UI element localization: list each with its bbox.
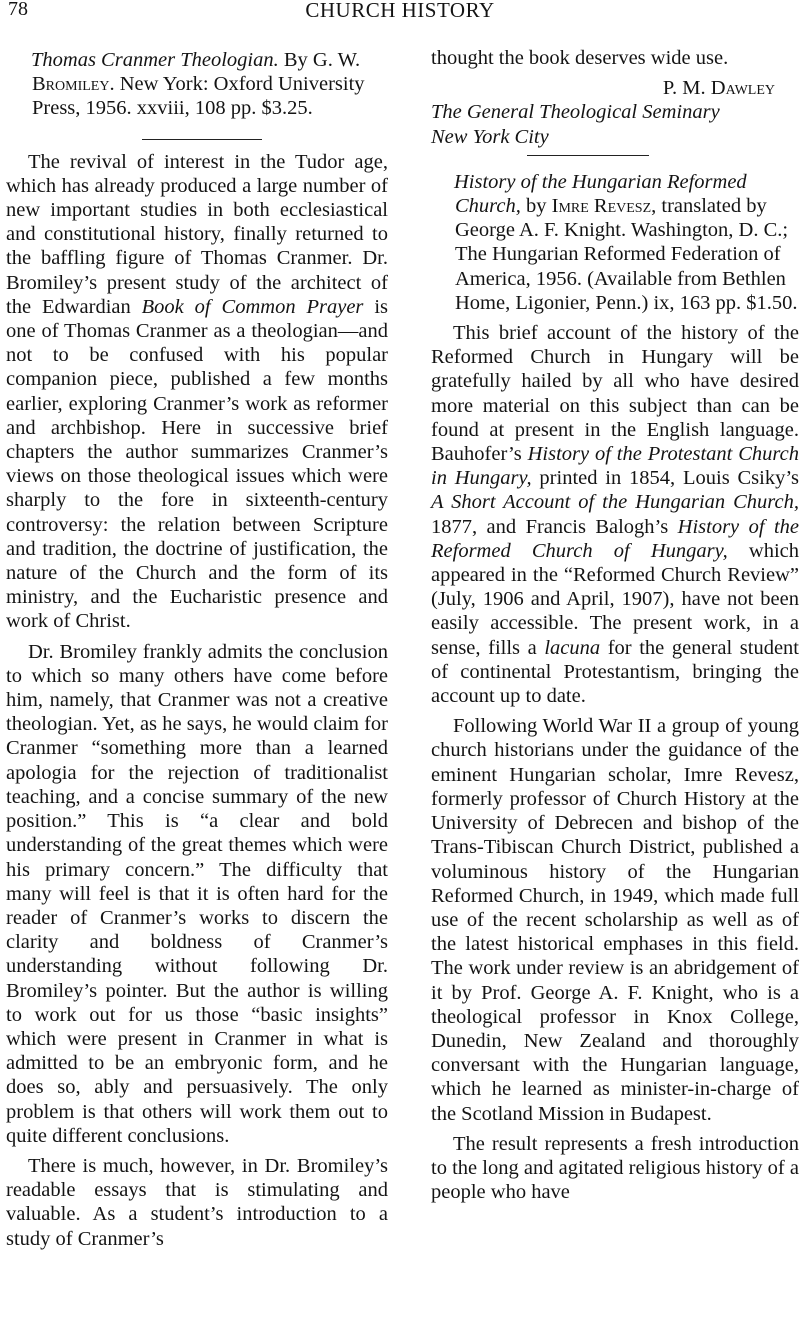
review1-paragraph-3: There is much, however, in Dr. Bromiley’s readable essays that is stimulating and valuable. As a student’s introduction to a study of Cranmer’s: [6, 1154, 388, 1250]
running-head: CHURCH HISTORY: [305, 0, 495, 22]
review1-paragraph-2: Dr. Bromiley frankly admits the conclusion to which so many others have come before him, namely, that Cranmer was not a creative theologian. Yet, as he says, he would claim for Cranmer “something more than a learned apologia for the rejection of traditionalist teaching, and a concise summary of the new position.” This is “a clear and bold understanding of the great themes which were his primary concern.” The difficulty that many will feel is that it is often hard for the reader of Cranmer’s works to discern the clarity and boldness of Cranmer’s understanding without following Dr. Bromiley’s pointer. But the author is willing to work out for us those “basic insights” which were present in Cranmer in what is admitted to be an embryonic form, and he does so, ably and persuasively. The only problem is that others will work them out to quite different conclusions.: [6, 640, 388, 1147]
review2-citation: History of the Hungarian Reformed Church, by Imre Revesz, translated by George A. F. Knight. Washington, D. C.; The Hungarian Reformed Federation of America, 1956. (Available from Bethlen Home, Ligonier, Penn.) ix, 163 pp. $1.50.: [454, 170, 798, 314]
review1-citation: Thomas Cranmer Theologian. By G. W. Bromiley. New York: Oxford University Press, 1956. xxviii, 108 pp. $3.25.: [31, 49, 365, 120]
review2-paragraph-2: Following World War II a group of young church historians under the guidance of the eminent Hungarian scholar, Imre Revesz, formerly professor of Church History at the University of Debrecen and bishop of the Trans-Tibiscan Church District, published a voluminous history of the Hungarian Reformed Church, in 1949, which made full use of the recent scholarship as well as of the latest historical emphases in this field. The work under review is an abridgement of it by Prof. George A. F. Knight, who is a theological professor in Knox College, Dunedin, New Zealand and thoroughly conversant with the Hungarian language, which he learned as minister-in-charge of the Scotland Mission in Budapest.: [431, 715, 799, 1125]
reviewer-name: P. M. Dawley: [662, 77, 775, 100]
review-divider: [527, 155, 649, 156]
review1-paragraph-1: The revival of interest in the Tudor age, which has already produced a large number of new important studies in both ecclesiastical and constitutional history, finally returned to the baffling figure of Thomas Cranmer. Dr. Bromiley’s present study of the architect of the Edwardian Book of Common Prayer is one of Thomas Cranmer as a theologian—and not to be confused with his popular companion piece, published a few months earlier, exploring Cranmer’s work as reformer and archbishop. Here in successive brief chapters the author summarizes Cranmer’s views on those theological issues which were sharply to the fore in sixteenth-century controversy: the relation between Scripture and tradition, the doctrine of justification, the nature of the Church and the form of its ministry, and the Eucharistic presence and work of Christ.: [6, 150, 388, 633]
review2-paragraph-1: This brief account of the history of the Reformed Church in Hungary will be gratefully hailed by all who have desired more material on this subject than can be found at present in the English language. Bauhofer’s History of the Protestant Church in Hungary, printed in 1854, Louis Csiky’s A Short Account of the Hungarian Church, 1877, and Francis Balogh’s History of the Reformed Church of Hungary, which appeared in the “Reformed Church Review” (July, 1906 and April, 1907), have not been easily accessible. The present work, in a sense, fills a lacuna for the general student of continental Protestantism, bringing the account up to date.: [431, 322, 800, 708]
section-divider: [142, 139, 262, 140]
right-column: [431, 46, 799, 1210]
reviewer-institution: The General Theological Seminary: [431, 101, 720, 124]
page-number: 78: [8, 0, 28, 20]
review1-paragraph-3-continued: thought the book deserves wide use.: [431, 47, 729, 69]
review2-book-title: History of the Hungarian Reformed Church,: [454, 170, 747, 218]
left-column: [6, 48, 388, 1257]
page-header: [0, 0, 800, 24]
review2-paragraph-3: The result represents a fresh introduction to the long and agitated religious history of a people who have: [431, 1132, 799, 1204]
review1-book-title: Thomas Cranmer Theologian.: [31, 49, 279, 71]
reviewer-location: New York City: [431, 125, 549, 148]
review2-author: Imre Revesz: [551, 195, 652, 218]
review1-author: Bromiley: [32, 73, 110, 96]
